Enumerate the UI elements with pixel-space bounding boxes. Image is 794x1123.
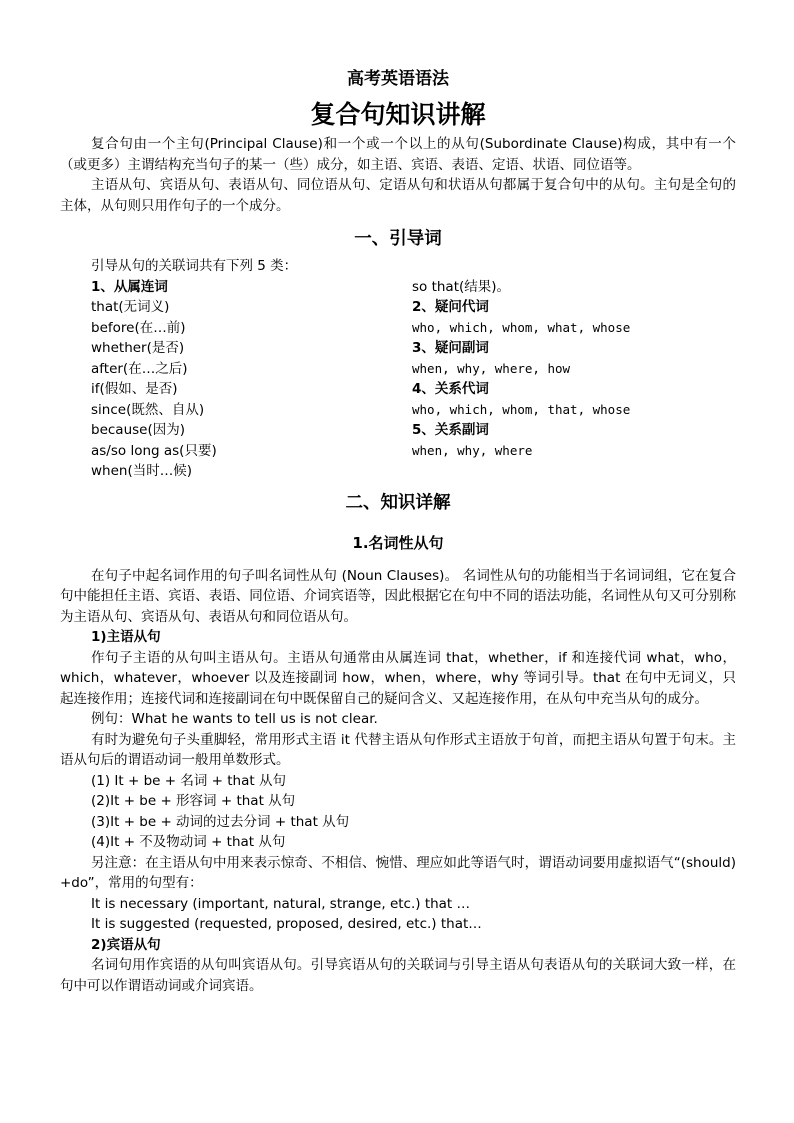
subsection-heading-noun-clauses: 1.名词性从句 xyxy=(352,533,444,552)
subjunctive-note-paragraph: 另注意：在主语从句中用来表示惊奇、不相信、惋惜、理应如此等语气时，谓语动词要用虚拟语气“(should) +do”，常用的句型有： xyxy=(60,854,736,891)
list-item: who, which, whom, what, whose xyxy=(412,319,631,335)
pattern-line: (2)It + be + 形容词 + that 从句 xyxy=(91,793,296,809)
list-item: so that(结果)。 xyxy=(412,278,511,295)
list-item: 4、关系代词 xyxy=(412,381,489,397)
list-item: when, why, where xyxy=(412,442,533,458)
noun-clause-paragraph: 在句子中起名词作用的句子叫名词性从句 (Noun Clauses)。 名词性从句的功能相当于名词词组，它在复合句中能担任主语、宾语、表语、同位语、介词宾语等，因此根据它在句中不同的语法功能，名词性从句又可分别称为主语从句、宾语从句、表语从句和同位语从句。 xyxy=(60,567,736,625)
example-sentence: It is necessary (important, natural, strange, etc.) that … xyxy=(91,895,471,912)
intro-paragraph-1: 复合句由一个主句(Principal Clause)和一个或一个以上的从句(Subordinate Clause)构成，其中有一个（或更多）主谓结构充当句子的某一（些）成分，如主语、宾语、表语、定语、状语、同位语等。 xyxy=(60,136,736,173)
list-item: 3、疑问副词 xyxy=(412,340,489,356)
list-item: before(在…前) xyxy=(91,319,186,336)
object-clause-paragraph: 名词句用作宾语的从句叫宾语从句。引导宾语从句的关联词与引导主语从句表语从句的关联词大致一样，在句中可以作谓语动词或介词宾语。 xyxy=(60,957,736,994)
section-heading-connectives: 一、引导词 xyxy=(354,229,442,249)
pattern-line: (1) It + be + 名词 + that 从句 xyxy=(91,772,286,789)
list-item: 5、关系副词 xyxy=(412,422,489,438)
example-sentence: 例句：What he wants to tell us is not clear. xyxy=(91,711,378,727)
list-item: if(假如、是否) xyxy=(91,381,178,397)
list-item: 1、从属连词 xyxy=(91,278,168,295)
document-main-title: 复合句知识讲解 xyxy=(310,100,486,129)
list-item: who, which, whom, that, whose xyxy=(412,401,631,417)
list-item: whether(是否) xyxy=(91,340,185,356)
list-item: that(无词义) xyxy=(91,299,170,315)
formal-subject-paragraph: 有时为避免句子头重脚轻，常用形式主语 it 代替主语从句作形式主语放于句首，而把主语从句置于句末。主语从句后的谓语动词一般用单数形式。 xyxy=(60,731,736,768)
connectives-right-column xyxy=(412,277,736,482)
list-item: as/so long as(只要) xyxy=(91,442,217,459)
subject-clause-paragraph: 作句子主语的从句叫主语从句。主语从句通常由从属连词 that，whether，if 和连接代词 what，who，which，whatever，whoever 以及连接副词 how，when，where，why 等词引导。that 在句中无词义，只起连接作用；连接代词和连接副词在句中既保留自己的疑问含义、又起连接作用，在从句中充当从句的成分。 xyxy=(60,649,736,707)
connectives-columns xyxy=(60,277,736,482)
section-heading-details: 二、知识详解 xyxy=(345,492,451,513)
list-item: because(因为) xyxy=(91,422,185,438)
document-title: 高考英语语法 xyxy=(347,69,449,89)
document-page xyxy=(60,66,736,996)
example-sentence: It is suggested (requested, proposed, desired, etc.) that… xyxy=(91,916,482,932)
list-item: 2、疑问代词 xyxy=(412,299,489,315)
intro-paragraph-2: 主语从句、宾语从句、表语从句、同位语从句、定语从句和状语从句都属于复合句中的从句。主句是全句的主体，从句则只用作句子的一个成分。 xyxy=(60,177,736,214)
list-item: when(当时…候) xyxy=(91,463,192,479)
pattern-line: (3)It + be + 动词的过去分词 + that 从句 xyxy=(91,813,350,830)
object-clause-heading: 2)宾语从句 xyxy=(91,936,161,953)
subject-clause-heading: 1)主语从句 xyxy=(91,629,161,645)
list-item: after(在…之后) xyxy=(91,360,188,377)
connectives-left-column xyxy=(60,277,412,482)
list-item: when, why, where, how xyxy=(412,360,571,376)
pattern-line: (4)It + 不及物动词 + that 从句 xyxy=(91,834,286,850)
connectives-lead: 引导从句的关联词共有下列 5 类： xyxy=(91,258,298,274)
list-item: since(既然、自从) xyxy=(91,401,205,418)
